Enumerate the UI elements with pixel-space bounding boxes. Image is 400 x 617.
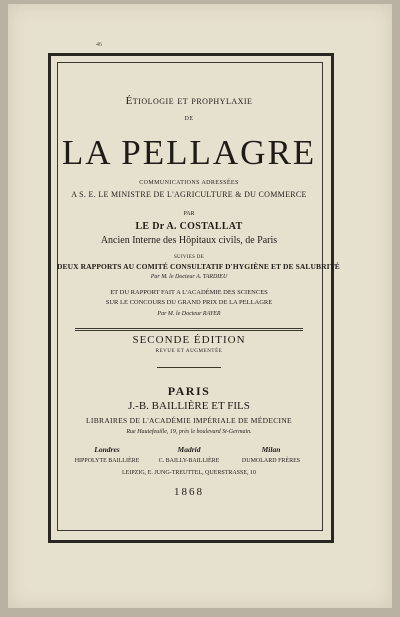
edition-note: REVUE ET AUGMENTÉE (155, 349, 223, 354)
academie-rapport-line: ET DU RAPPORT FAIT A L'ACADÉMIE DES SCIENCES (110, 289, 268, 296)
branch-publisher: C. BAILLY-BAILLIÈRE (158, 457, 220, 464)
publisher-name: J.-B. BAILLIÈRE ET FILS (128, 400, 250, 412)
city-paris: PARIS (167, 384, 211, 398)
de-connector: DE (184, 116, 194, 122)
branch-city-name: Londres (94, 445, 120, 454)
branch-milan (231, 446, 311, 464)
edition-label: SECONDE ÉDITION (132, 334, 246, 346)
top-pencil-mark: 46 (96, 42, 102, 48)
branch-publisher: HIPPOLYTE BAILLIÈRE (74, 457, 140, 464)
suivies-de-label: SUIVIES DE (173, 255, 205, 260)
branch-madrid (149, 446, 229, 464)
branch-london (67, 446, 147, 464)
author-title: Ancien Interne des Hôpitaux civils, de Paris (100, 235, 278, 246)
edition-divider-bottom (157, 367, 221, 368)
rapports-line: DEUX RAPPORTS AU COMITÉ CONSULTATIF D'HYGIÈNE ET DE SALUBRITÉ (57, 262, 340, 271)
rayer-line: Par M. le Docteur RAYER (157, 311, 221, 317)
leipzig-line: LEIPZIG, E. JUNG-TREUTTEL, QUERSTRASSE, 10 (122, 470, 256, 476)
par-label: PAR (183, 211, 195, 217)
branch-city-name: Milan (261, 445, 281, 454)
librairie-line: LIBRAIRES DE L'ACADÉMIE IMPÉRIALE DE MÉDECINE (86, 416, 292, 425)
branch-publisher: DUMOLARD FRÈRES (241, 457, 301, 464)
tardieu-line: Par M. le Docteur A. TARDIEU (150, 274, 228, 280)
communications-line: COMMUNICATIONS ADRESSÉES (139, 180, 239, 186)
concours-line: SUR LE CONCOURS DU GRAND PRIX DE LA PELLAGRE (105, 299, 273, 306)
author-name: LE Dr A. COSTALLAT (135, 221, 243, 232)
publication-year: 1868 (174, 486, 204, 498)
publisher-address: Rue Hautefeuille, 19, près le boulevard St-Germain. (126, 429, 252, 435)
title-content (57, 62, 340, 529)
subtitle: Étiologie et prophylaxie (125, 95, 253, 107)
main-title: LA PELLAGRE (61, 133, 317, 172)
book-cover-page (8, 4, 392, 608)
edition-divider-top (75, 328, 303, 329)
edition-divider-top-2 (75, 330, 303, 331)
branch-cities (67, 446, 311, 464)
branch-city-name: Madrid (177, 445, 201, 454)
minister-line: A S. E. LE MINISTRE DE L'AGRICULTURE & DU COMMERCE (71, 190, 307, 199)
